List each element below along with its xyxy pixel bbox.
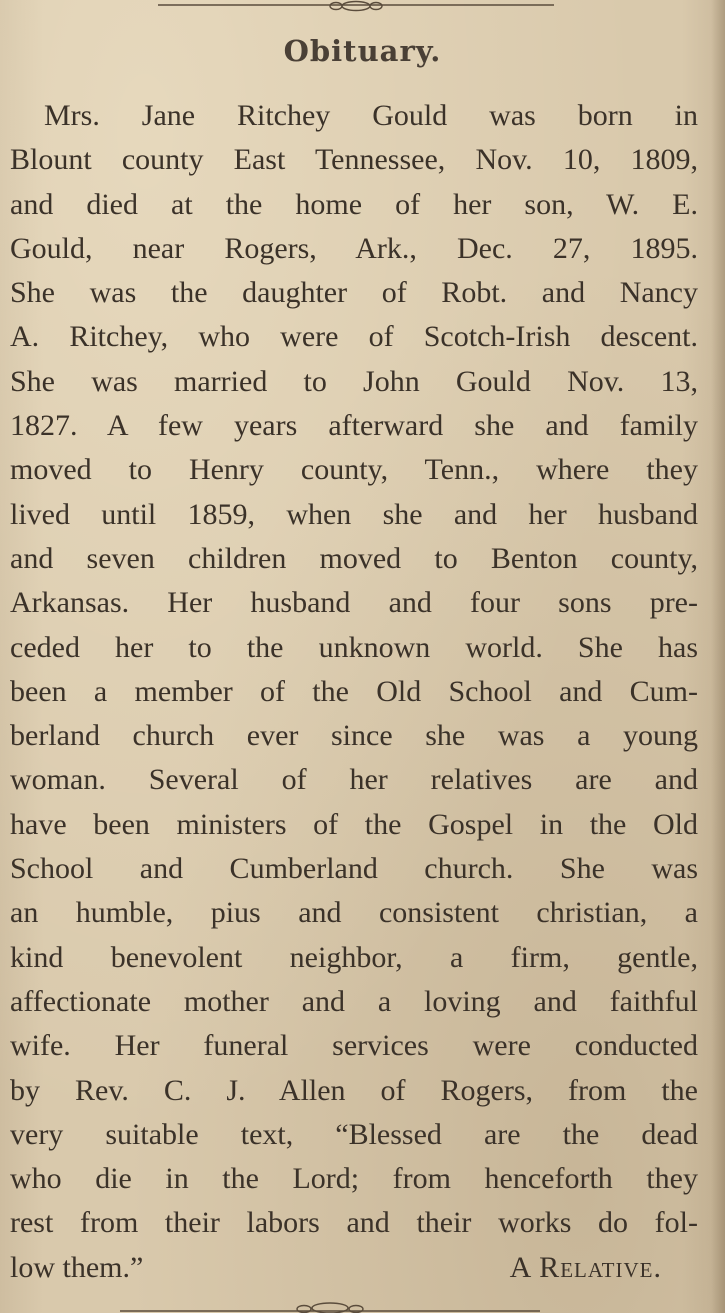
text-line: moved to Henry county, Tenn., where they	[10, 453, 698, 487]
text-line: She was the daughter of Robt. and Nancy	[10, 276, 698, 310]
text-line: kind benevolent neighbor, a firm, gentle,	[10, 940, 698, 974]
text-line: Gould, near Rogers, Ark., Dec. 27, 1895.	[10, 231, 698, 265]
obituary-body	[10, 94, 698, 1290]
top-ornamental-rule	[158, 0, 554, 12]
paper-edge-shadow	[711, 0, 725, 1313]
signature: A Relative.	[509, 1250, 662, 1284]
text-line: very suitable text, “Blessed are the dead	[10, 1117, 698, 1151]
text-line: and died at the home of her son, W. E.	[10, 187, 698, 221]
text-line: 1827. A few years afterward she and family	[10, 409, 698, 443]
text-line: Mrs. Jane Ritchey Gould was born in	[44, 99, 698, 132]
text-line: berland church ever since she was a young	[10, 719, 698, 753]
text-line: been a member of the Old School and Cum-	[10, 674, 698, 708]
text-line: Blount county East Tennessee, Nov. 10, 1809,	[10, 143, 698, 177]
text-line: who die in the Lord; from henceforth they	[10, 1162, 698, 1196]
text-line: have been ministers of the Gospel in the Old	[10, 807, 698, 841]
text-line: ceded her to the unknown world. She has	[10, 630, 698, 664]
text-line: and seven children moved to Benton county,	[10, 541, 698, 575]
text-line: School and Cumberland church. She was	[10, 852, 698, 886]
text-line: rest from their labors and their works do fol-	[10, 1206, 698, 1240]
text-line: woman. Several of her relatives are and	[10, 763, 698, 797]
text-line: an humble, pius and consistent christian, a	[10, 896, 698, 930]
text-line: wife. Her funeral services were conducted	[10, 1029, 698, 1063]
text-line: by Rev. C. J. Allen of Rogers, from the	[10, 1073, 698, 1107]
text-line: lived until 1859, when she and her husband	[10, 497, 698, 531]
text-line: Arkansas. Her husband and four sons pre-	[10, 586, 698, 620]
obituary-heading: Obituary.	[283, 34, 442, 68]
text-line-last	[10, 1246, 698, 1290]
bottom-ornamental-rule	[120, 1298, 540, 1313]
text-line: affectionate mother and a loving and faithful	[10, 984, 698, 1018]
text-line: She was married to John Gould Nov. 13,	[10, 364, 698, 398]
text-line: A. Ritchey, who were of Scotch-Irish descent.	[10, 320, 698, 354]
closing-text: low them.”	[10, 1250, 144, 1284]
